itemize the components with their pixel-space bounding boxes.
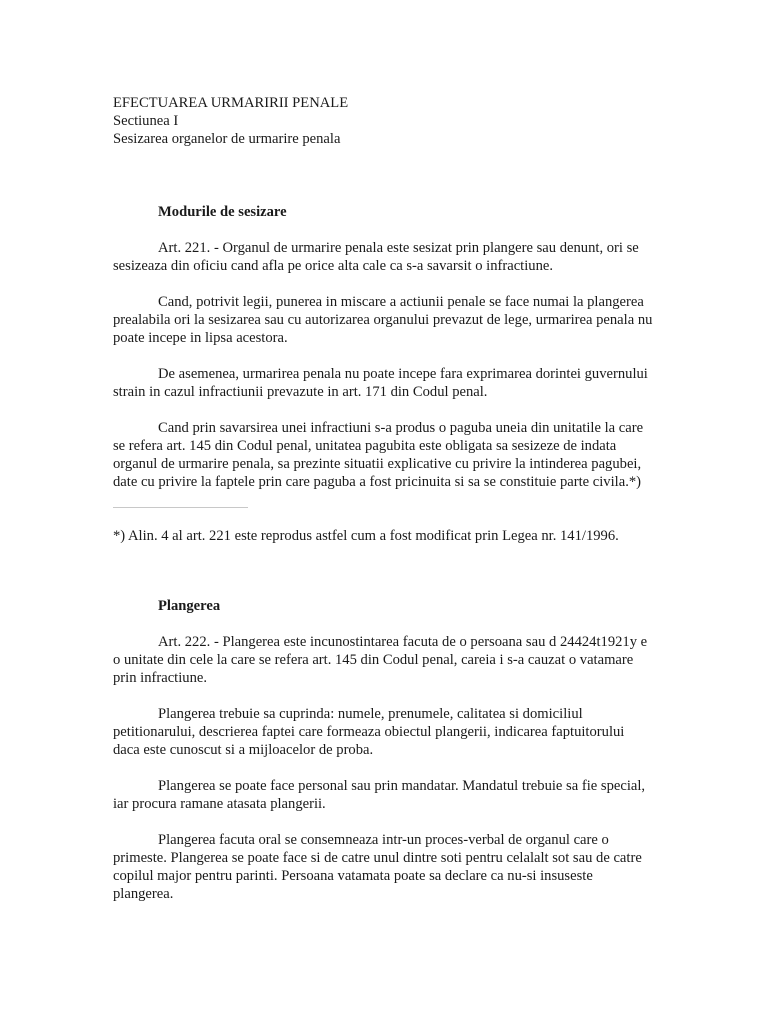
paragraph: Cand, potrivit legii, punerea in miscare a actiunii penale se face numai la plangerea prealabila ori la sesizarea sau cu autorizarea organului prevazut de lege, urmarirea penala nu poate incepe in lipsa acestora. [113,294,653,346]
footnote: *) Alin. 4 al art. 221 este reprodus astfel cum a fost modificat prin Legea nr. 141/1996. [113,528,619,544]
section-number: Sectiunea I [113,113,179,129]
document-title: EFECTUAREA URMARIRII PENALE [113,95,349,111]
heading-modurile-de-sesizare: Modurile de sesizare [158,204,287,220]
document-header [113,94,653,148]
paragraph: Cand prin savarsirea unei infractiuni s-a produs o paguba uneia din unitatile la care se refera art. 145 din Codul penal, unitatea pagubita este obligata sa sesizeze de indata organul de urmarire penala, sa prezinte situatii explicative cu privire la intinderea pagubei, date cu privire la faptele prin care paguba a fost pricinuita si sa se constituie parte civila.*) [113,420,644,490]
paragraph: De asemenea, urmarirea penala nu poate incepe fara exprimarea dorintei guvernului strain in cazul infractiunii prevazute in art. 171 din Codul penal. [113,366,648,400]
document-page [113,94,653,903]
section-subtitle: Sesizarea organelor de urmarire penala [113,131,341,147]
paragraph: Plangerea facuta oral se consemneaza intr-un proces-verbal de organul care o primeste. Plangerea se poate face si de catre unul dintre soti pentru celalalt sot sau de catre copilul major pentru parinti. Persoana vatamata poate sa declare ca nu-si insuseste plangerea. [113,832,642,902]
paragraph: Plangerea trebuie sa cuprinda: numele, prenumele, calitatea si domiciliul petitionarului, descrierea faptei care formeaza obiectul plangerii, indicarea faptuitorului daca este cunoscut si a mijloacelor de proba. [113,706,625,758]
paragraph: Plangerea se poate face personal sau prin mandatar. Mandatul trebuie sa fie special, iar procura ramane atasata plangerii. [113,778,646,812]
paragraph-art-221: Art. 221. - Organul de urmarire penala este sesizat prin plangere sau denunt, ori se sesizeaza din oficiu cand afla pe orice alta cale ca s-a savarsit o infractiune. [113,240,639,274]
footnote-separator [113,507,248,508]
paragraph-art-222: Art. 222. - Plangerea este incunostintarea facuta de o persoana sau d 24424t1921y e o unitate din cele la care se refera art. 145 din Codul penal, careia i s-a cauzat o vatamare prin infractiune. [113,634,648,686]
heading-plangerea: Plangerea [158,598,221,614]
